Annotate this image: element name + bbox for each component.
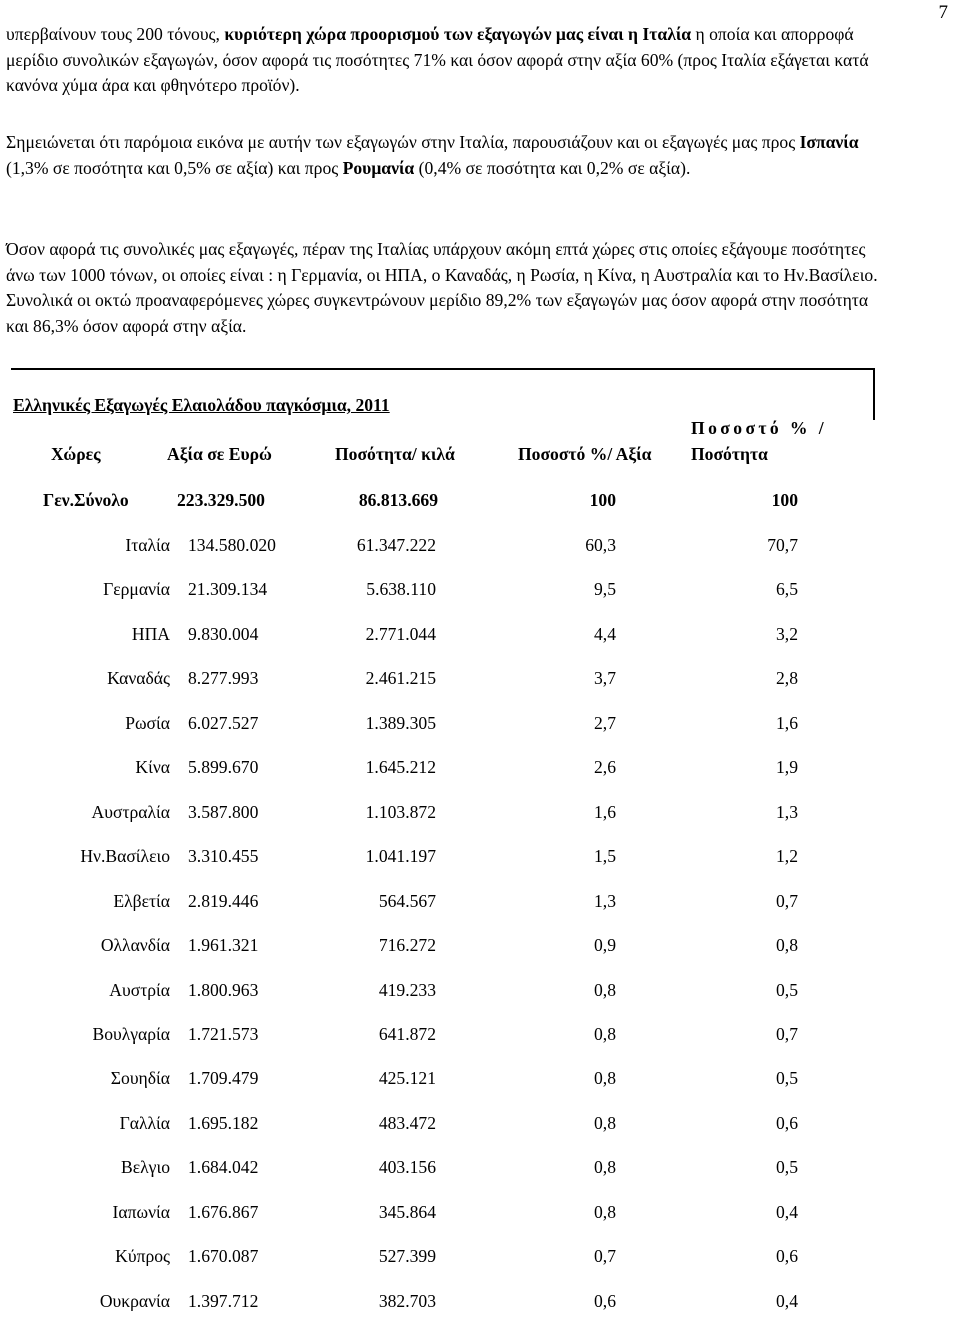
cell-quantity: 483.472	[378, 1113, 436, 1133]
cell-country: Καναδάς	[107, 668, 170, 688]
cell-pct-quantity: 0,7	[776, 891, 798, 911]
p2-text-end: (0,4% σε ποσότητα και 0,2% σε αξία).	[414, 157, 691, 178]
p2-bold-romania: Ρουμανία	[342, 157, 415, 178]
table-row	[0, 713, 960, 739]
header-quantity: Ποσότητα/ κιλά	[335, 444, 455, 464]
cell-value: 1.670.087	[188, 1246, 259, 1266]
cell-value: 223.329.500	[177, 490, 265, 510]
table-row	[0, 1068, 960, 1094]
cell-country: Ην.Βασίλειο	[80, 846, 170, 866]
table-row	[0, 846, 960, 872]
cell-pct-value: 0,7	[594, 1246, 616, 1266]
cell-pct-value: 100	[589, 490, 616, 510]
cell-country: Γαλλία	[119, 1113, 170, 1133]
cell-pct-quantity: 0,5	[776, 980, 798, 1000]
cell-pct-quantity: 1,9	[776, 757, 798, 777]
paragraph-total-exports: Όσον αφορά τις συνολικές μας εξαγωγές, πέραν της Ιταλίας υπάρχουν ακόμη επτά χώρες στις οποίες εξάγουμε ποσότητες άνω των 1000 τόνων, οι οποίες είναι : η Γερμανία, οι ΗΠΑ, ο Καναδάς, η Ρωσία, η Κίνα, η Αυστραλία και το Ην.Βασίλειο. Συνολικά οι οκτώ προαναφερόμενες χώρες συγκεντρώνουν μερίδιο 89,2% των εξαγωγών μας όσον αφορά στην ποσότητα και 86,3% όσον αφορά στην αξία.	[6, 239, 878, 336]
cell-value: 1.695.182	[188, 1113, 259, 1133]
cell-pct-value: 2,7	[594, 713, 616, 733]
cell-country: Ολλανδία	[100, 935, 170, 955]
p2-text-mid: (1,3% σε ποσότητα και 0,5% σε αξία) και προς	[6, 157, 343, 178]
cell-pct-quantity: 0,4	[776, 1202, 798, 1222]
cell-pct-quantity: 1,3	[776, 802, 798, 822]
cell-quantity: 1.645.212	[365, 757, 436, 777]
header-country: Χώρες	[51, 444, 101, 464]
cell-quantity: 382.703	[378, 1291, 436, 1311]
cell-value: 8.277.993	[188, 668, 259, 688]
table-row	[0, 757, 960, 783]
cell-country: Ουκρανία	[99, 1291, 170, 1311]
cell-quantity: 61.347.222	[356, 535, 436, 555]
cell-pct-quantity: 6,5	[776, 579, 798, 599]
cell-quantity: 641.872	[378, 1024, 436, 1044]
p2-text-start: Σημειώνεται ότι παρόμοια εικόνα με αυτήν των εξαγωγών στην Ιταλία, παρουσιάζουν και οι εξαγωγές μας προς	[6, 132, 800, 152]
cell-quantity: 1.389.305	[365, 713, 436, 733]
table-row	[0, 802, 960, 828]
page-number: 7	[938, 2, 948, 23]
cell-pct-value: 0,8	[594, 1157, 616, 1177]
table-row	[0, 935, 960, 961]
cell-value: 6.027.527	[188, 713, 259, 733]
cell-value: 1.800.963	[188, 980, 259, 1000]
cell-pct-quantity: 100	[771, 490, 798, 510]
table-row	[0, 579, 960, 605]
cell-pct-value: 1,3	[594, 891, 616, 911]
cell-quantity: 2.771.044	[365, 624, 436, 644]
cell-value: 3.310.455	[188, 846, 259, 866]
cell-value: 2.819.446	[188, 891, 259, 911]
cell-pct-value: 1,6	[594, 802, 616, 822]
p2-bold-spain: Ισπανία	[799, 132, 859, 152]
cell-value: 21.309.134	[188, 579, 268, 599]
cell-pct-quantity: 0,5	[776, 1068, 798, 1088]
cell-country: Ιαπωνία	[112, 1202, 170, 1222]
cell-pct-quantity: 0,8	[776, 935, 798, 955]
p1-text-start: υπερβαίνουν τους 200 τόνους,	[6, 24, 225, 44]
cell-value: 9.830.004	[188, 624, 259, 644]
table-row	[0, 1113, 960, 1139]
cell-quantity: 1.103.872	[365, 802, 436, 822]
cell-pct-quantity: 0,6	[776, 1113, 798, 1133]
cell-pct-quantity: 0,6	[776, 1246, 798, 1266]
cell-pct-value: 2,6	[594, 757, 616, 777]
table-row-total	[0, 490, 960, 516]
table-row	[0, 1157, 960, 1183]
table-row	[0, 891, 960, 917]
cell-quantity: 1.041.197	[365, 846, 436, 866]
header-pct-quantity-line2: Ποσότητα	[691, 444, 768, 464]
cell-pct-value: 0,8	[594, 1024, 616, 1044]
header-value: Αξία σε Ευρώ	[167, 444, 272, 464]
cell-pct-quantity: 70,7	[767, 535, 798, 555]
cell-pct-quantity: 0,4	[776, 1291, 798, 1311]
cell-pct-value: 0,9	[594, 935, 616, 955]
cell-pct-quantity: 0,7	[776, 1024, 798, 1044]
cell-value: 1.961.321	[188, 935, 259, 955]
cell-country: Αυστραλία	[91, 802, 170, 822]
cell-country: Αυστρία	[109, 980, 170, 1000]
cell-pct-value: 4,4	[594, 624, 616, 644]
cell-quantity: 716.272	[378, 935, 436, 955]
cell-value: 3.587.800	[188, 802, 259, 822]
table-row	[0, 1291, 960, 1317]
table-row	[0, 1202, 960, 1228]
cell-value: 134.580.020	[188, 535, 276, 555]
cell-quantity: 419.233	[378, 980, 436, 1000]
p1-text-end: η οποία και απορροφά μερίδιο συνολικών εξαγωγών, όσον αφορά τις ποσότητες 71% και όσον αφορά στην αξία 60% (προς Ιταλία εξάγεται κατά κανόνα χύμα άρα και φθηνότερο προϊόν).	[6, 24, 869, 95]
table-row	[0, 1246, 960, 1272]
cell-pct-quantity: 3,2	[776, 624, 798, 644]
cell-country: Γεν.Σύνολο	[43, 490, 129, 510]
cell-pct-quantity: 0,5	[776, 1157, 798, 1177]
cell-quantity: 86.813.669	[358, 490, 438, 510]
cell-pct-value: 0,8	[594, 980, 616, 1000]
cell-quantity: 345.864	[378, 1202, 436, 1222]
table-row	[0, 535, 960, 561]
cell-pct-value: 0,8	[594, 1113, 616, 1133]
table-title: Ελληνικές Εξαγωγές Ελαιολάδου παγκόσμια, 2011	[13, 395, 390, 415]
cell-pct-value: 3,7	[594, 668, 616, 688]
paragraph-spain-romania	[6, 130, 886, 181]
cell-country: Βουλγαρία	[92, 1024, 170, 1044]
cell-pct-value: 60,3	[585, 535, 616, 555]
cell-pct-value: 0,8	[594, 1068, 616, 1088]
cell-quantity: 403.156	[378, 1157, 436, 1177]
cell-country: Σουηδία	[110, 1068, 170, 1088]
cell-country: Κίνα	[135, 757, 170, 777]
cell-country: Ιταλία	[125, 535, 170, 555]
cell-country: Ρωσία	[125, 713, 170, 733]
cell-pct-quantity: 1,6	[776, 713, 798, 733]
cell-pct-value: 1,5	[594, 846, 616, 866]
cell-value: 1.676.867	[188, 1202, 259, 1222]
cell-pct-value: 0,6	[594, 1291, 616, 1311]
cell-quantity: 5.638.110	[366, 579, 436, 599]
cell-value: 5.899.670	[188, 757, 259, 777]
cell-country: Βελγιο	[121, 1157, 170, 1177]
cell-country: ΗΠΑ	[131, 624, 170, 644]
table-row	[0, 1024, 960, 1050]
header-pct-value: Ποσοστό %/ Αξία	[518, 444, 652, 464]
table-row	[0, 624, 960, 650]
p1-bold-italy: κυριότερη χώρα προορισμού των εξαγωγών μας είναι η Ιταλία	[224, 24, 692, 44]
cell-pct-quantity: 2,8	[776, 668, 798, 688]
paragraph-italy-exports	[6, 22, 886, 99]
cell-value: 1.709.479	[188, 1068, 259, 1088]
cell-value: 1.684.042	[188, 1157, 259, 1177]
table-row	[0, 668, 960, 694]
table-row	[0, 980, 960, 1006]
cell-value: 1.721.573	[188, 1024, 259, 1044]
cell-country: Ελβετία	[113, 891, 170, 911]
cell-quantity: 527.399	[378, 1246, 436, 1266]
cell-pct-value: 9,5	[594, 579, 616, 599]
cell-country: Κύπρος	[115, 1246, 170, 1266]
cell-quantity: 564.567	[378, 891, 436, 911]
header-pct-quantity-line1: Ποσοστό % /	[691, 418, 828, 438]
cell-pct-quantity: 1,2	[776, 846, 798, 866]
cell-quantity: 425.121	[378, 1068, 436, 1088]
cell-country: Γερμανία	[103, 579, 170, 599]
cell-pct-value: 0,8	[594, 1202, 616, 1222]
cell-value: 1.397.712	[188, 1291, 259, 1311]
cell-quantity: 2.461.215	[365, 668, 436, 688]
